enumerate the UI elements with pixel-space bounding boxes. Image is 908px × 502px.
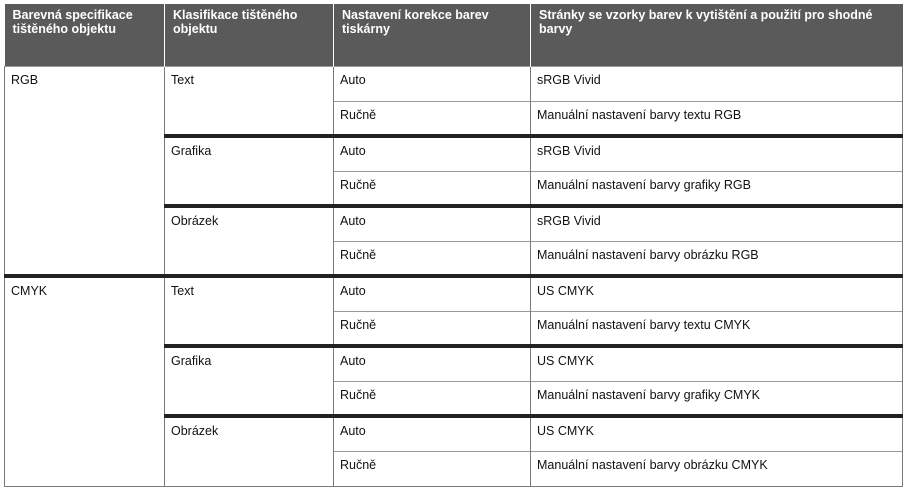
sample-cell: Manuální nastavení barvy textu RGB [531,101,903,136]
class-cell: Grafika [165,136,334,206]
sample-cell: sRGB Vivid [531,136,903,171]
color-spec-table-container [4,4,902,494]
sample-cell: Manuální nastavení barvy obrázku RGB [531,241,903,276]
header-row [5,4,903,66]
spec-cell-cmyk: CMYK [5,276,165,486]
sample-cell: Manuální nastavení barvy obrázku CMYK [531,451,903,486]
class-cell: Grafika [165,346,334,416]
header-printer-correction: Nastavení korekce barev tiskárny [334,4,531,66]
setting-cell: Auto [334,66,531,101]
setting-cell: Auto [334,416,531,451]
header-object-class: Klasifikace tištěného objektu [165,4,334,66]
setting-cell: Auto [334,276,531,311]
setting-cell: Ručně [334,311,531,346]
class-cell: Obrázek [165,416,334,486]
sample-cell: Manuální nastavení barvy grafiky RGB [531,171,903,206]
sample-cell: US CMYK [531,416,903,451]
class-cell: Text [165,276,334,346]
table-row [5,276,903,311]
header-sample-pages: Stránky se vzorky barev k vytištění a použití pro shodné barvy [531,4,903,66]
sample-cell: Manuální nastavení barvy textu CMYK [531,311,903,346]
table-header [5,4,903,66]
setting-cell: Ručně [334,101,531,136]
sample-cell: sRGB Vivid [531,66,903,101]
setting-cell: Ručně [334,381,531,416]
sample-cell: US CMYK [531,276,903,311]
color-spec-table [4,4,903,487]
setting-cell: Ručně [334,171,531,206]
setting-cell: Auto [334,136,531,171]
class-cell: Obrázek [165,206,334,276]
table-body [5,66,903,486]
sample-cell: Manuální nastavení barvy grafiky CMYK [531,381,903,416]
setting-cell: Ručně [334,241,531,276]
table-row [5,66,903,101]
sample-cell: sRGB Vivid [531,206,903,241]
sample-cell: US CMYK [531,346,903,381]
setting-cell: Auto [334,346,531,381]
setting-cell: Auto [334,206,531,241]
header-color-spec: Barevná specifikace tištěného objektu [5,4,165,66]
class-cell: Text [165,66,334,136]
spec-cell-rgb: RGB [5,66,165,276]
setting-cell: Ručně [334,451,531,486]
